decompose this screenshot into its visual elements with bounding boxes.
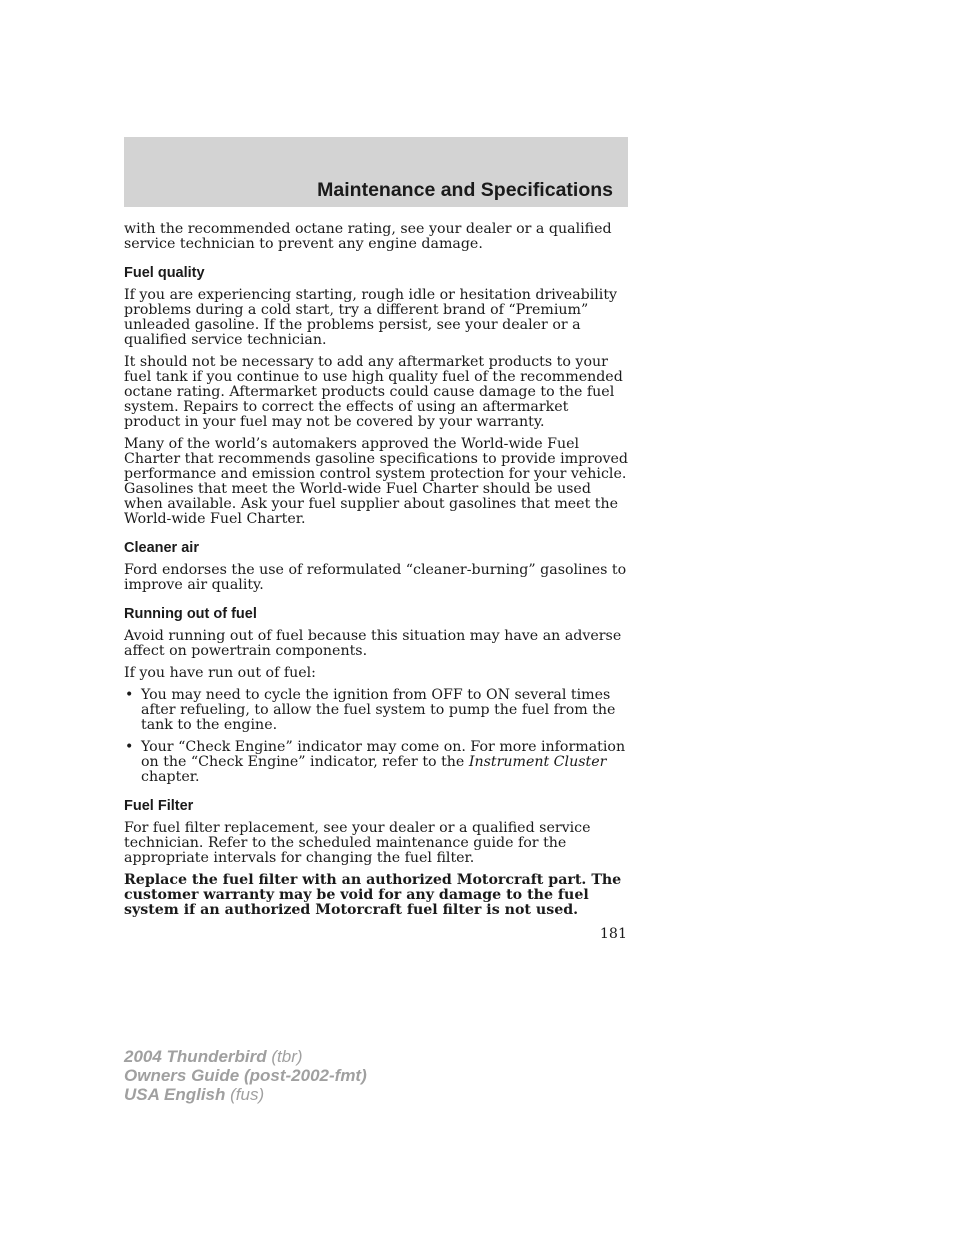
heading-fuel-filter: Fuel Filter (124, 798, 194, 814)
bullet-text-before: Your “Check Engine” indicator may come on. For more information on the “Check Engine” indicator, refer to the (141, 739, 626, 770)
running-out-paragraph-1: Avoid running out of fuel because this situation may have an adverse affect on powertrain components. (124, 628, 622, 659)
bullet-icon: • (125, 739, 134, 755)
running-out-bullet-list (124, 688, 628, 785)
page-number: 181 (599, 926, 627, 942)
heading-cleaner-air: Cleaner air (124, 540, 199, 556)
footer-line-model: 2004 Thunderbird (tbr) (124, 1047, 303, 1066)
fuel-quality-paragraph-2: It should not be necessary to add any aftermarket products to your fuel tank if you continue to use high quality fuel of the recommended octane rating. Aftermarket products could cause damage to the fuel system. Repairs to correct the effects of using an aftermarket product in your fuel may not be covered by your warranty. (124, 354, 623, 430)
fuel-filter-warning: Replace the fuel filter with an authorized Motorcraft part. The customer warranty may be void for any damage to the fuel system if an authorized Motorcraft fuel filter is not used. (124, 872, 622, 918)
page-content (124, 222, 628, 925)
fuel-quality-paragraph-3: Many of the world’s automakers approved the World-wide Fuel Charter that recommends gasoline specifications to provide improved performance and emission control system protection for your vehicle. Gasolines that meet the World-wide Fuel Charter should be used when available. Ask your fuel supplier about gasolines that meet the World-wide Fuel Charter. (124, 436, 628, 527)
list-item (124, 740, 628, 785)
list-item (124, 688, 628, 733)
bullet-icon: • (125, 687, 134, 703)
document-footer (124, 1047, 367, 1104)
heading-running-out-of-fuel: Running out of fuel (124, 606, 257, 622)
footer-line-language: USA English (fus) (124, 1085, 265, 1104)
footer-line-guide: Owners Guide (post-2002-fmt) (124, 1066, 367, 1085)
bullet-text-after: chapter. (141, 769, 200, 785)
section-header-band (124, 137, 628, 207)
running-out-paragraph-2: If you have run out of fuel: (124, 665, 316, 681)
fuel-filter-paragraph: For fuel filter replacement, see your dealer or a qualified service technician. Refer to the scheduled maintenance guide for the appropriate intervals for changing the fuel filter. (124, 820, 591, 866)
fuel-quality-paragraph-1: If you are experiencing starting, rough idle or hesitation driveability problems during a cold start, try a different brand of “Premium” unleaded gasoline. If the problems persist, see your dealer or a qualified service technician. (124, 287, 618, 348)
cleaner-air-paragraph: Ford endorses the use of reformulated “cleaner-burning” gasolines to improve air quality. (124, 562, 627, 593)
instrument-cluster-reference: Instrument Cluster (468, 754, 607, 770)
bullet-text: You may need to cycle the ignition from OFF to ON several times after refueling, to allow the fuel system to pump the fuel from the tank to the engine. (141, 687, 616, 733)
section-title: Maintenance and Specifications (317, 179, 613, 201)
heading-fuel-quality: Fuel quality (124, 265, 205, 281)
intro-paragraph: with the recommended octane rating, see your dealer or a qualified service technician to prevent any engine damage. (124, 221, 612, 252)
